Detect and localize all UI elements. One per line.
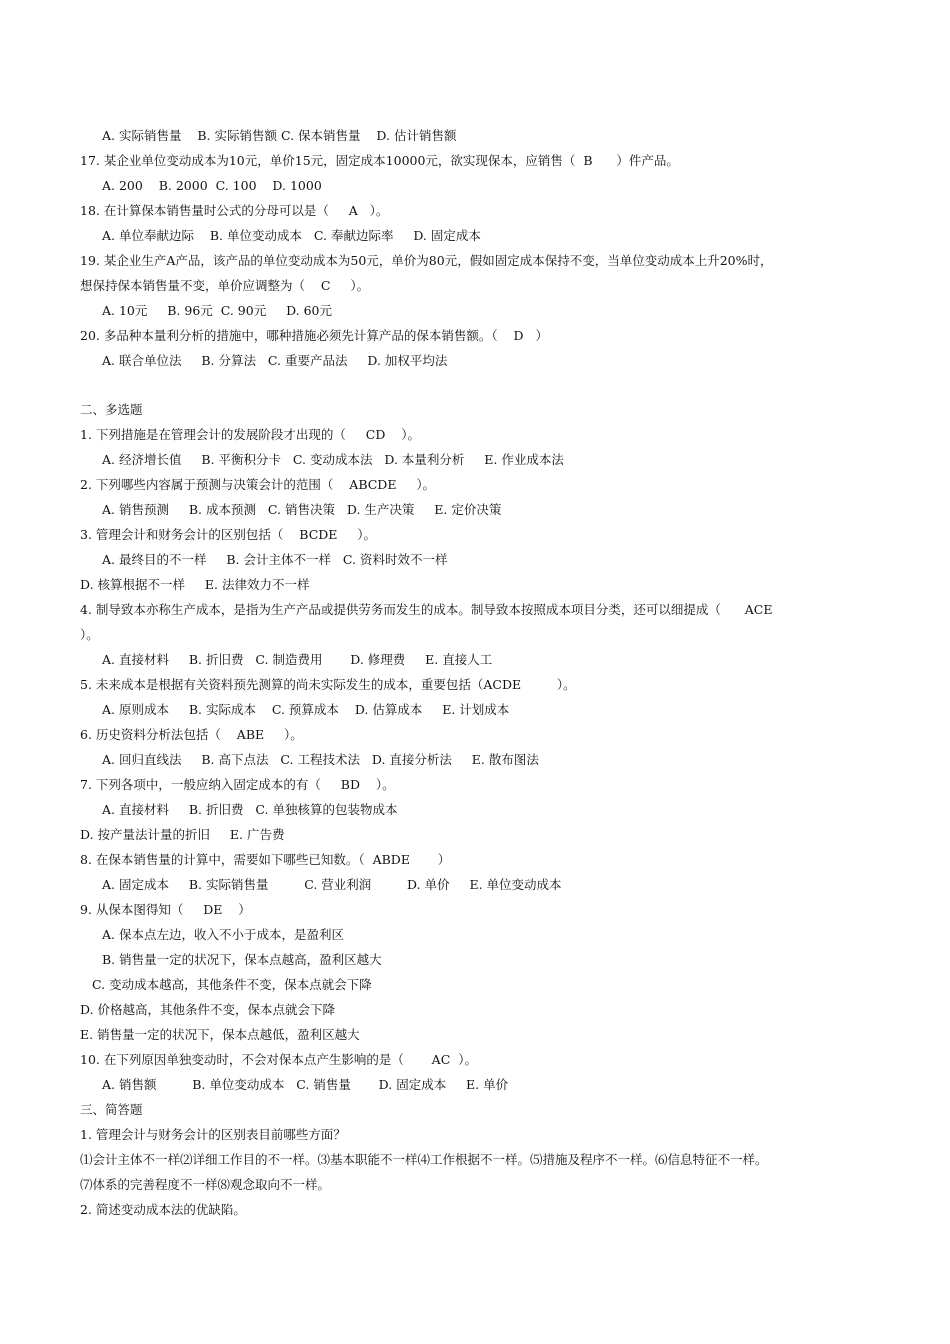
sa1-answer-cont: ⑺体系的完善程度不一样⑻观念取向不一样。 — [80, 1177, 331, 1192]
mc9-option-b: B. 销售量一定的状况下，保本点越高，盈利区越大 — [102, 952, 382, 967]
mc7-question: 7. 下列各项中，一般应纳入固定成本的有（ BD ）。 — [80, 777, 395, 792]
section-heading-multiple-choice: 二、多选题 — [80, 402, 143, 417]
mc6-options: A. 回归直线法 B. 高下点法 C. 工程技术法 D. 直接分析法 E. 散布图法 — [102, 752, 539, 767]
mc4-options: A. 直接材料 B. 折旧费 C. 制造费用 D. 修理费 E. 直接人工 — [102, 652, 493, 667]
sa2-question: 2. 简述变动成本法的优缺陷。 — [80, 1202, 246, 1217]
q19-question-cont: 想保持保本销售量不变，单价应调整为（ C ）。 — [80, 278, 370, 293]
section-heading-short-answer: 三、简答题 — [80, 1102, 143, 1117]
q19-options: A. 10元 B. 96元 C. 90元 D. 60元 — [102, 303, 332, 318]
mc9-option-e: E. 销售量一定的状况下，保本点越低，盈利区越大 — [80, 1027, 360, 1042]
mc10-options: A. 销售额 B. 单位变动成本 C. 销售量 D. 固定成本 E. 单价 — [102, 1077, 509, 1092]
mc3-options-cont: D. 核算根据不一样 E. 法律效力不一样 — [80, 577, 310, 592]
mc8-question: 8. 在保本销售量的计算中，需要如下哪些已知数。（ ABDE ） — [80, 852, 451, 867]
mc5-question: 5. 未来成本是根据有关资料预先测算的尚未实际发生的成本，重要包括（ACDE ）。 — [80, 677, 576, 692]
q20-options: A. 联合单位法 B. 分算法 C. 重要产品法 D. 加权平均法 — [102, 353, 448, 368]
mc3-options: A. 最终目的不一样 B. 会计主体不一样 C. 资料时效不一样 — [102, 552, 448, 567]
mc3-question: 3. 管理会计和财务会计的区别包括（ BCDE ）。 — [80, 527, 377, 542]
mc10-question: 10. 在下列原因单独变动时，不会对保本点产生影响的是（ AC ）。 — [80, 1052, 477, 1067]
mc8-options: A. 固定成本 B. 实际销售量 C. 营业利润 D. 单价 E. 单位变动成本 — [102, 877, 562, 892]
mc6-question: 6. 历史资料分析法包括（ ABE ）。 — [80, 727, 303, 742]
mc1-options: A. 经济增长值 B. 平衡积分卡 C. 变动成本法 D. 本量利分析 E. 作业成本法 — [102, 452, 564, 467]
mc2-question: 2. 下列哪些内容属于预测与决策会计的范围（ ABCDE ）。 — [80, 477, 436, 492]
sa1-answer: ⑴会计主体不一样⑵详细工作目的不一样。⑶基本职能不一样⑷工作根据不一样。⑸措施及程序不一样。⑹信息特征不一样。 — [80, 1152, 768, 1167]
mc9-option-c: C. 变动成本越高，其他条件不变，保本点就会下降 — [92, 977, 372, 992]
q19-question: 19. 某企业生产A产品，该产品的单位变动成本为50元，单价为80元，假如固定成本保持不变，当单位变动成本上升20%时， — [80, 253, 773, 268]
sa1-question: 1. 管理会计与财务会计的区别表目前哪些方面？ — [80, 1127, 346, 1142]
mc5-options: A. 原则成本 B. 实际成本 C. 预算成本 D. 估算成本 E. 计划成本 — [102, 702, 510, 717]
mc7-options-cont: D. 按产量法计量的折旧 E. 广告费 — [80, 827, 285, 842]
q20-question: 20. 多品种本量利分析的措施中，哪种措施必须先计算产品的保本销售额。（ D ） — [80, 328, 548, 343]
mc1-question: 1. 下列措施是在管理会计的发展阶段才出现的（ CD ）。 — [80, 427, 420, 442]
mc9-option-a: A. 保本点左边，收入不小于成本，是盈利区 — [102, 927, 344, 942]
mc4-question-cont: ）。 — [80, 627, 99, 642]
q17-options: A. 200 B. 2000 C. 100 D. 1000 — [102, 178, 322, 193]
mc2-options: A. 销售预测 B. 成本预测 C. 销售决策 D. 生产决策 E. 定价决策 — [102, 502, 502, 517]
mc4-question: 4. 制导致本亦称生产成本，是指为生产产品或提供劳务而发生的成本。制导致本按照成本项目分类，还可以细提成（ ACE — [80, 602, 773, 617]
q18-question: 18. 在计算保本销售量时公式的分母可以是（ A ）。 — [80, 203, 389, 218]
mc9-question: 9. 从保本图得知（ DE ） — [80, 902, 251, 917]
q18-options: A. 单位奉献边际 B. 单位变动成本 C. 奉献边际率 D. 固定成本 — [102, 228, 481, 243]
q16-options: A. 实际销售量 B. 实际销售额 C. 保本销售量 D. 估计销售额 — [102, 128, 457, 143]
q17-question: 17. 某企业单位变动成本为10元，单价15元，固定成本10000元，欲实现保本，应销售（ B ）件产品。 — [80, 153, 679, 168]
mc9-option-d: D. 价格越高，其他条件不变，保本点就会下降 — [80, 1002, 336, 1017]
mc7-options: A. 直接材料 B. 折旧费 C. 单独核算的包装物成本 — [102, 802, 398, 817]
